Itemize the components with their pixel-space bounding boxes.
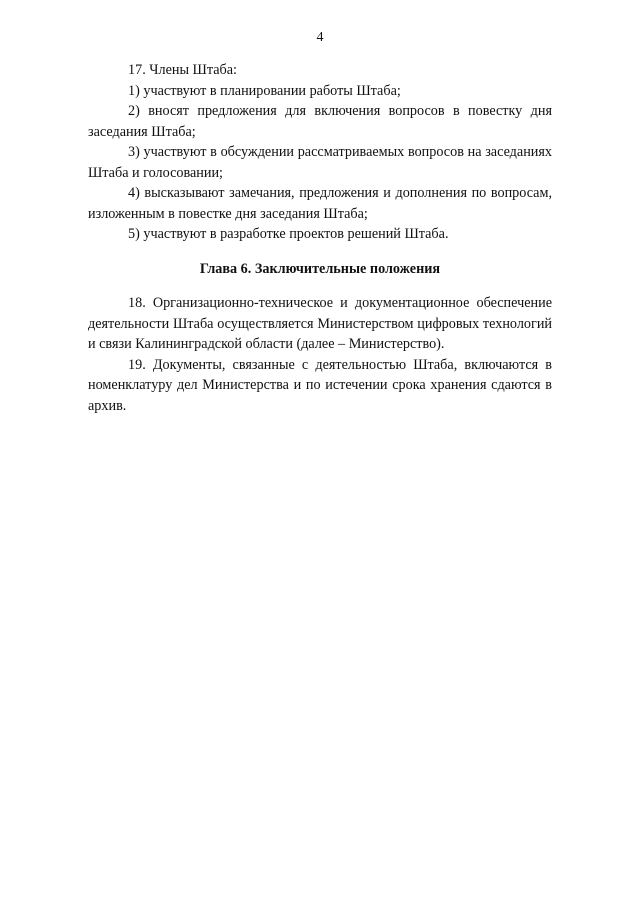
section-17-title: 17. Члены Штаба: [128, 62, 237, 78]
paragraph-19: 19. Документы, связанные с деятельностью Штаба, включаются в номенклатуру дел Министерства и по истечении срока хранения сдаются в архив. [88, 356, 552, 414]
section-17-item-2: 2) вносят предложения для включения вопросов в повестку дня заседания Штаба; [88, 103, 552, 140]
section-17-item-3: 3) участвуют в обсуждении рассматриваемых вопросов на заседаниях Штаба и голосовании; [88, 144, 552, 181]
section-17-item-4: 4) высказывают замечания, предложения и дополнения по вопросам, изложенным в повестке дня заседания Штаба; [88, 185, 552, 222]
section-17-item-5: 5) участвуют в разработке проектов решений Штаба. [128, 226, 449, 242]
section-17-item-1: 1) участвуют в планировании работы Штаба; [128, 82, 401, 99]
paragraph-18: 18. Организационно-техническое и документационное обеспечение деятельности Штаба осуществляется Министерством цифровых технологий и связи Калининградской области (далее – Министерство). [88, 295, 552, 352]
page-number: 4 [316, 30, 324, 45]
chapter-6-heading: Глава 6. Заключительные положения [199, 260, 441, 277]
document-body [88, 60, 552, 416]
